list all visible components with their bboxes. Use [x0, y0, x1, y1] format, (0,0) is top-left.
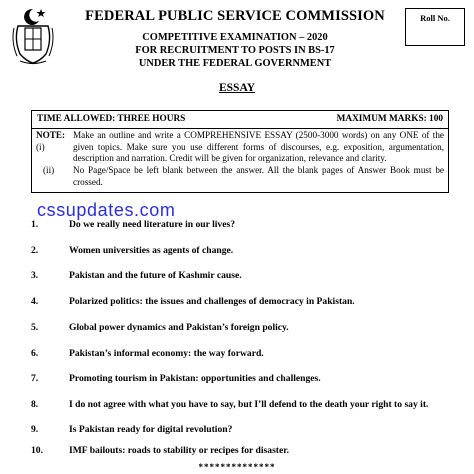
- question-item: [31, 245, 233, 256]
- roll-number-label: Roll No.: [420, 13, 450, 23]
- time-allowed: TIME ALLOWED: THREE HOURS: [37, 114, 186, 124]
- question-text: Polarized politics: the issues and challenges of democracy in Pakistan.: [69, 296, 355, 307]
- note-i-text: Make an outline and write a COMPREHENSIVE ESSAY (2500-3000 words) on any ONE of the given topics. Make sure you use different forms of discourses, e.g. exposition, argumentation, description and narration. Credit will be given for organization, relevance and clarity.: [73, 130, 444, 164]
- note-item-2: [36, 165, 444, 188]
- question-text: Do we really need literature in our lives?: [69, 219, 236, 230]
- note-ii-label: (ii): [43, 165, 55, 176]
- question-item: [31, 373, 321, 384]
- question-item: [31, 348, 264, 359]
- question-item: [31, 322, 289, 333]
- question-text: IMF bailouts: roads to stability or recipes for disaster.: [69, 445, 290, 456]
- question-text: Pakistan’s informal economy: the way forward.: [69, 348, 264, 359]
- state-emblem-icon: [8, 6, 58, 66]
- question-item: [31, 270, 242, 281]
- question-item: [31, 445, 289, 456]
- government-line: UNDER THE FEDERAL GOVERNMENT: [138, 58, 332, 69]
- maximum-marks: MAXIMUM MARKS: 100: [336, 114, 443, 124]
- commission-title: FEDERAL PUBLIC SERVICE COMMISSION: [85, 8, 385, 24]
- instructions-note: [32, 129, 448, 192]
- question-text: I do not agree with what you have to say, but I’ll defend to the death your right to say it.: [69, 399, 429, 410]
- exam-info-table: [31, 110, 449, 193]
- question-text: Promoting tourism in Pakistan: opportunities and challenges.: [69, 373, 321, 384]
- exam-name: COMPETITIVE EXAMINATION – 2020: [142, 32, 328, 43]
- question-number: 7.: [31, 373, 39, 384]
- note-i-label: (i): [36, 141, 45, 152]
- question-text: Women universities as agents of change.: [69, 245, 234, 256]
- question-item: [31, 296, 355, 307]
- question-number: 1.: [31, 219, 39, 230]
- note-item-1: [36, 130, 444, 165]
- website-watermark: cssupdates.com: [37, 200, 176, 220]
- question-number: 3.: [31, 270, 39, 281]
- question-number: 8.: [31, 399, 39, 410]
- question-number: 2.: [31, 245, 39, 256]
- recruitment-line: FOR RECRUITMENT TO POSTS IN BS-17: [135, 45, 335, 56]
- question-number: 5.: [31, 322, 39, 333]
- note-label: NOTE:: [36, 130, 66, 140]
- question-text: Is Pakistan ready for digital revolution?: [69, 424, 233, 435]
- note-ii-text: No Page/Space be left blank between the answer. All the blank pages of Answer Book must be crossed.: [73, 165, 444, 187]
- question-number: 4.: [31, 296, 39, 307]
- subject-title: ESSAY: [218, 82, 256, 94]
- question-text: Global power dynamics and Pakistan’s foreign policy.: [69, 322, 289, 333]
- time-marks-row: [32, 111, 448, 129]
- question-number: 6.: [31, 348, 39, 359]
- question-number: 10.: [31, 445, 43, 456]
- end-of-paper-stars: **************: [198, 462, 276, 472]
- question-item: [31, 424, 232, 435]
- question-number: 9.: [31, 424, 39, 435]
- question-item: [31, 399, 428, 410]
- question-text: Pakistan and the future of Kashmir cause.: [69, 270, 242, 281]
- roll-number-box: [405, 8, 465, 46]
- question-item: [31, 219, 235, 230]
